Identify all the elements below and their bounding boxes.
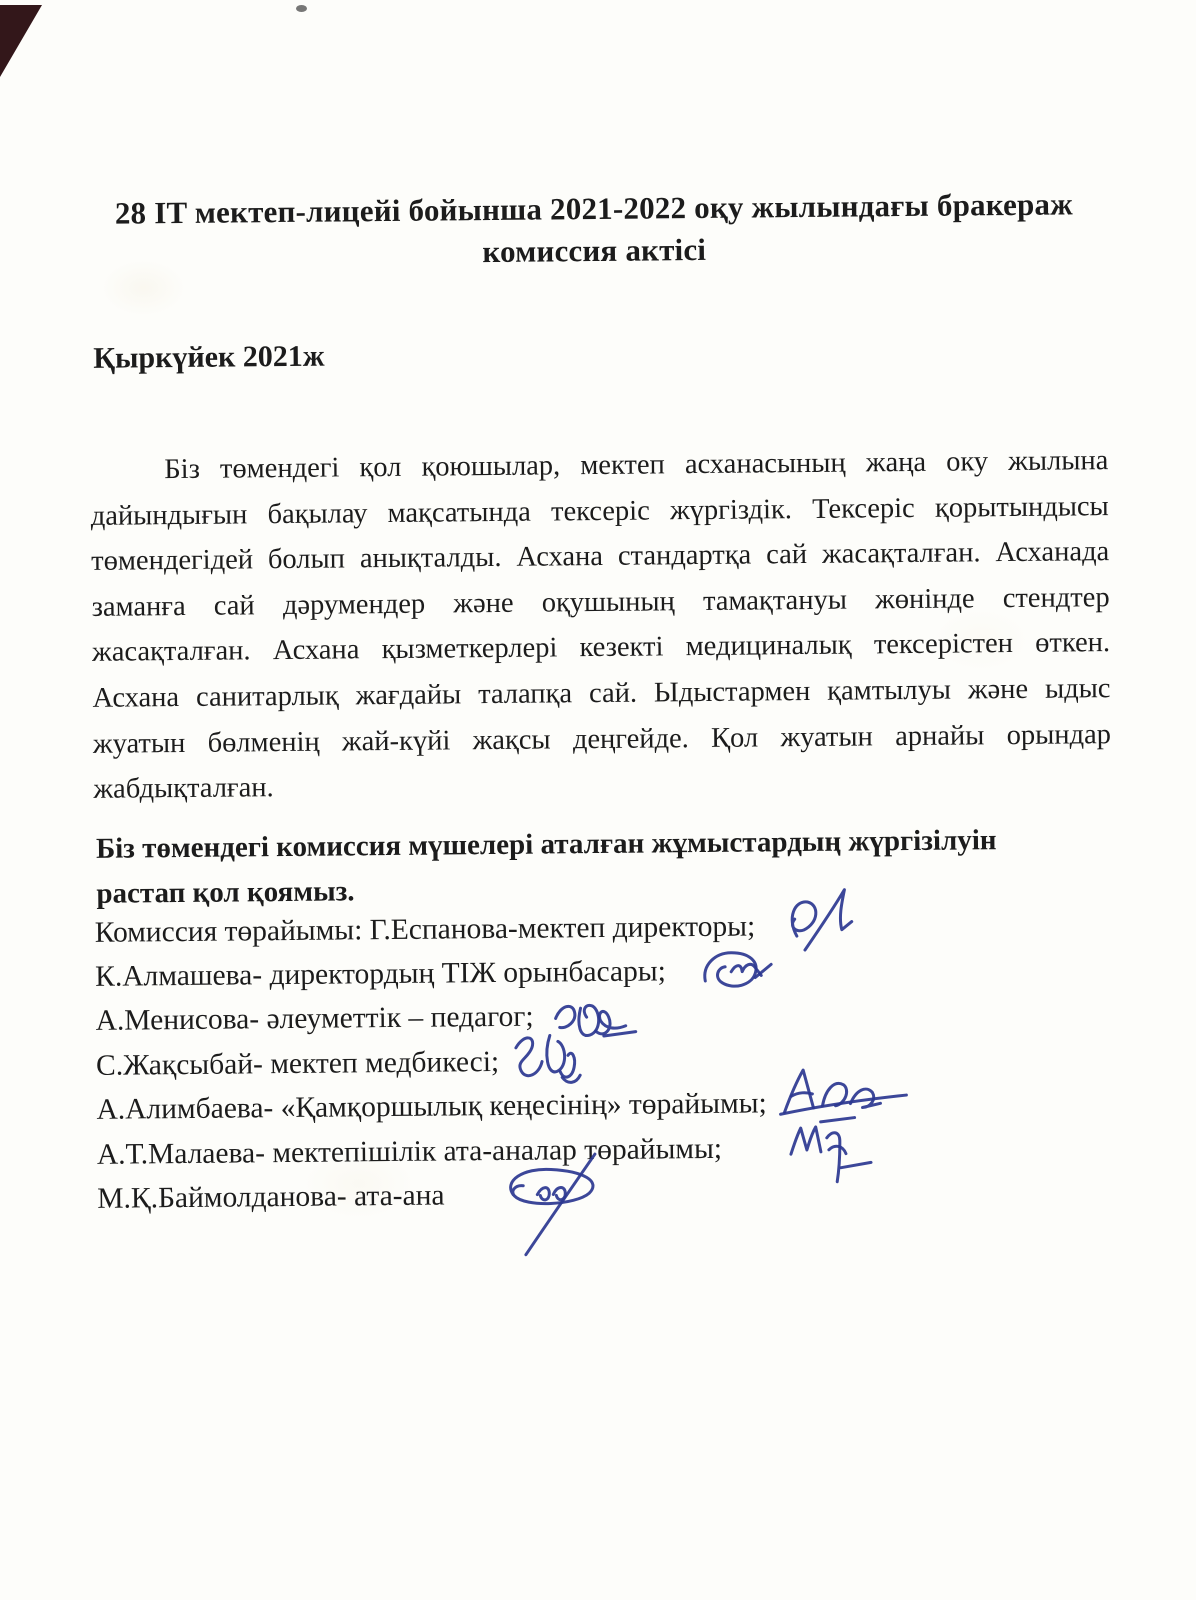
- commission-statement: Біз төмендегі комиссия мүшелері аталған жұмыстардың жүргізілуін растап қол қоямыз.: [95, 823, 997, 910]
- document-title-line1: 28 IT мектеп-лицейі бойынша 2021-2022 оқу жылындағы бракераж: [114, 186, 1073, 231]
- document-title: [89, 183, 1100, 276]
- document-date: Қыркүйек 2021ж: [93, 339, 325, 375]
- member-label: А.Менисова- әлеуметтік – педагог;: [95, 1001, 534, 1038]
- commission-members-list: [95, 906, 1196, 1227]
- member-label: К.Алмашева- директордың ТІЖ орынбасары;: [95, 955, 666, 993]
- scan-speck-artifact: [296, 5, 307, 12]
- member-label: М.Қ.Баймолданова- ата-ана: [97, 1179, 445, 1215]
- member-label: А.Алимбаева- «Қамқоршылық кеңесінің» төрайымы;: [96, 1087, 767, 1127]
- member-label: Комиссия төрайымы: Г.Еспанова-мектеп директоры;: [94, 910, 756, 949]
- document-title-line2: комиссия актісі: [482, 231, 707, 269]
- document-body-paragraph: Біз төмендегі қол қоюшылар, мектеп асханасының жаңа оку жылына дайындығын бақылау мақсатында тексеріс жүргіздік. Тексеріс қорытындысы төмендегідей болып анықталды. Асхана стандартқа сай жасақталған. Асханада заманға сай дәрумендер және оқушының тамақтануы жөнінде стендтер жасақталған. Асхана қызметкерлері кезекті медициналық тексерістен өткен. Асхана санитарлық жағдайы талапқа сай. Ыдыстармен қамтылуы және ыдыс жуатын бөлменің жай-күйі жақсы деңгейде. Қол жуатын арнайы орындар жабдықталған.: [90, 445, 1112, 806]
- member-line-baymoldanova: [97, 1172, 1196, 1227]
- member-label: А.Т.Малаева- мектепішілік ата-аналар төрайымы;: [96, 1132, 723, 1171]
- member-label: С.Жақсыбай- мектеп медбикесі;: [95, 1045, 500, 1082]
